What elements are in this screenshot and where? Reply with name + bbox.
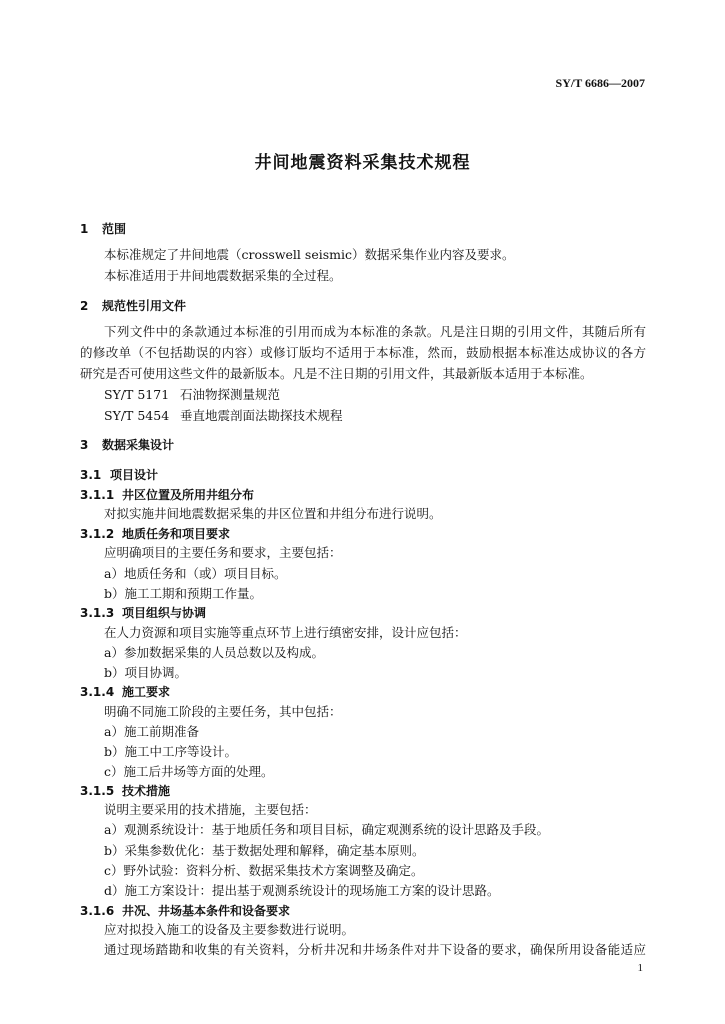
- list-item: b）施工中工序等设计。: [104, 744, 238, 759]
- subsection-3-1-1-heading: [80, 487, 646, 503]
- section-1-heading: [80, 221, 646, 237]
- paragraph-line: 的修改单（不包括勘误的内容）或修订版均不适用于本标准，然而，鼓励根据本标准达成协议的各方: [80, 345, 646, 360]
- document-title: 井间地震资料采集技术规程: [254, 153, 471, 173]
- reference-code: SY/T 5454: [104, 408, 170, 423]
- subsection-3-1-6-heading: [80, 903, 646, 919]
- section-number: 2: [80, 299, 89, 313]
- reference-item: [104, 387, 646, 403]
- paragraph: 对拟实施井间地震数据采集的井区位置和井组分布进行说明。: [104, 506, 442, 521]
- list-item: c）野外试验：资料分析、数据采集技术方案调整及确定。: [104, 863, 424, 878]
- list-item: a）施工前期准备: [104, 724, 199, 739]
- section-title: 技术措施: [122, 784, 171, 798]
- paragraph: 在人力资源和项目实施等重点环节上进行缜密安排，设计应包括：: [104, 625, 467, 640]
- section-number: 1: [80, 222, 89, 236]
- subsection-3-1-2-heading: [80, 526, 646, 542]
- list-item: c）施工后井场等方面的处理。: [104, 764, 274, 779]
- paragraph: 本标准适用于井间地震数据采集的全过程。: [104, 268, 342, 283]
- page-number: 1: [637, 962, 643, 974]
- section-number: 3.1.6: [80, 904, 115, 918]
- paragraph-line: 通过现场踏勘和收集的有关资料，分析井况和井场条件对井下设备的要求，确保所用设备能适应: [104, 942, 646, 957]
- paragraph-line: 研究是否可使用这些文件的最新版本。凡是不注日期的引用文件，其最新版本适用于本标准。: [80, 366, 593, 381]
- section-3-heading: [80, 437, 646, 453]
- section-number: 3.1.2: [80, 527, 115, 541]
- section-number: 3.1.3: [80, 606, 115, 620]
- section-number: 3.1: [80, 468, 102, 482]
- reference-code: SY/T 5171: [104, 387, 170, 402]
- section-title: 规范性引用文件: [102, 299, 187, 313]
- subsection-3-1-heading: [80, 467, 646, 483]
- paragraph-line: 下列文件中的条款通过本标准的引用而成为本标准的条款。凡是注日期的引用文件，其随后所有: [104, 324, 646, 339]
- reference-name: 石油物探测量规范: [180, 387, 281, 402]
- list-item: d）施工方案设计：提出基于观测系统设计的现场施工方案的设计思路。: [104, 883, 500, 898]
- section-title: 井区位置及所用井组分布: [122, 488, 255, 502]
- list-item: b）采集参数优化：基于数据处理和解释，确定基本原则。: [104, 843, 425, 858]
- section-title: 数据采集设计: [102, 438, 175, 452]
- reference-name: 垂直地震剖面法勘探技术规程: [180, 408, 343, 423]
- paragraph: 说明主要采用的技术措施，主要包括：: [104, 802, 317, 817]
- paragraph: 本标准规定了井间地震（crosswell seismic）数据采集作业内容及要求。: [104, 247, 515, 262]
- section-title: 项目设计: [110, 468, 159, 482]
- section-number: 3.1.4: [80, 685, 115, 699]
- subsection-3-1-5-heading: [80, 783, 646, 799]
- section-title: 范围: [102, 222, 127, 236]
- list-item: a）观测系统设计：基于地质任务和项目目标，确定观测系统的设计思路及手段。: [104, 822, 549, 837]
- section-number: 3.1.5: [80, 784, 115, 798]
- subsection-3-1-3-heading: [80, 605, 646, 621]
- list-item: b）项目协调。: [104, 665, 188, 680]
- list-item: a）地质任务和（或）项目目标。: [104, 566, 287, 581]
- section-title: 施工要求: [122, 685, 171, 699]
- list-item: b）施工工期和预期工作量。: [104, 586, 263, 601]
- subsection-3-1-4-heading: [80, 684, 646, 700]
- reference-item: [104, 408, 646, 424]
- section-number: 3.1.1: [80, 488, 115, 502]
- section-2-heading: [80, 298, 646, 314]
- section-number: 3: [80, 438, 89, 452]
- list-item: a）参加数据采集的人员总数以及构成。: [104, 645, 324, 660]
- paragraph: 明确不同施工阶段的主要任务，其中包括：: [104, 704, 342, 719]
- paragraph: 应对拟投入施工的设备及主要参数进行说明。: [104, 922, 355, 937]
- section-title: 项目组织与协调: [122, 606, 207, 620]
- section-title: 地质任务和项目要求: [122, 527, 231, 541]
- paragraph: 应明确项目的主要任务和要求，主要包括：: [104, 545, 342, 560]
- standard-code: SY/T 6686—2007: [555, 76, 645, 90]
- section-title: 井况、井场基本条件和设备要求: [122, 904, 291, 918]
